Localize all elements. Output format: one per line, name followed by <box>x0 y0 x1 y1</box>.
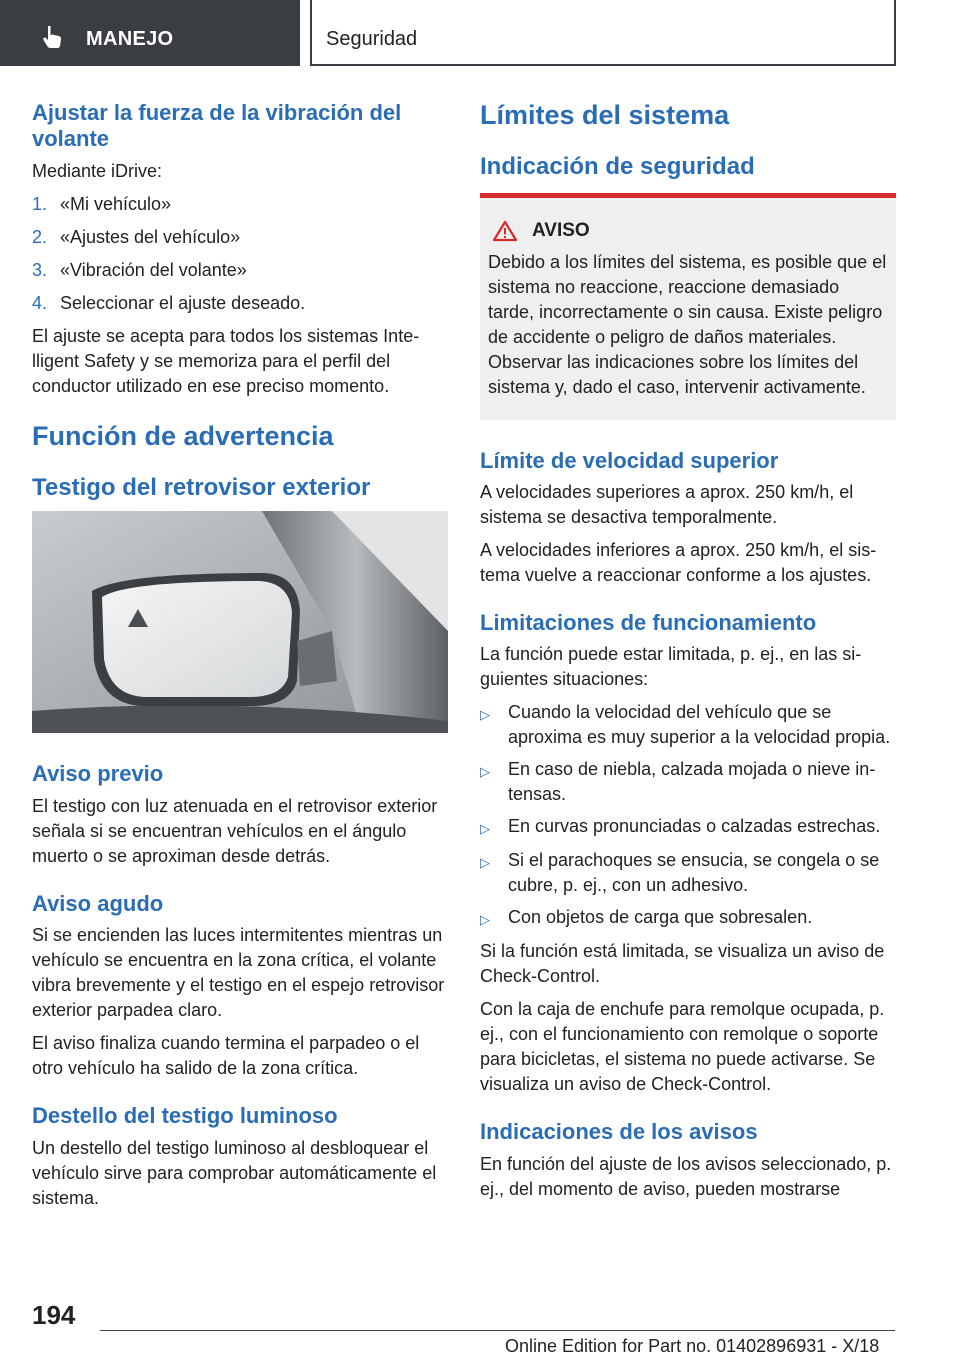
step-number: 3. <box>32 259 48 280</box>
warning-label: AVISO <box>532 219 590 241</box>
bullet-text: Cuando la velocidad del vehículo que se aproxima es muy superior a la velocidad propia. <box>508 702 891 748</box>
section-tab <box>310 0 896 66</box>
warning-title <box>488 220 888 242</box>
bullet-text: En curvas pronunciadas o calzadas estrechas. <box>508 816 881 837</box>
footer-divider <box>100 1330 895 1331</box>
triangle-right-icon: ▷ <box>480 764 490 780</box>
footer-edition: Online Edition for Part no. 01402896931 - X/18 <box>505 1336 880 1356</box>
side-mirror-illustration <box>32 511 448 733</box>
heading-speed-limit: Límite de velocidad superior <box>480 447 779 473</box>
hand-pointer-icon <box>40 24 66 50</box>
bullet-text: En caso de niebla, calzada mojada o nieve intensas. <box>508 759 876 805</box>
warning-text: Debido a los límites del sistema, es posible que el sistema no reaccione, reaccione demasiado tarde, incorrectamente o sin causa. Existe peligro de accidente o peligro de daños materiales. Observar las indicaciones sobre los límites del sistema y, dado el caso, intervenir activamente. <box>488 251 887 397</box>
warning-triangle-icon <box>492 220 518 242</box>
acute-paragraph-2: El aviso finaliza cuando termina el parpadeo o el otro vehículo ha salido de la zona crítica. <box>32 1033 420 1079</box>
limits-list <box>480 700 898 932</box>
heading-safety-note: Indicación de seguridad <box>480 153 755 181</box>
page-header <box>0 0 960 66</box>
list-item <box>32 225 450 250</box>
step-text: «Ajustes del vehículo» <box>60 226 241 247</box>
step-text: Seleccionar el ajuste deseado. <box>60 292 306 313</box>
list-item <box>32 192 450 217</box>
list-item <box>32 291 450 316</box>
function-intro: La función puede estar limitada, p. ej., en las siguientes situaciones: <box>480 644 862 690</box>
bullet-text: Con objetos de carga que sobresalen. <box>508 907 813 928</box>
notices-paragraph: En función del ajuste de los avisos seleccionado, p. ej., del momento de aviso, pueden mostrarse <box>480 1153 892 1199</box>
list-item <box>480 814 898 841</box>
heading-vibration-strength: Ajustar la fuerza de la vibración del volante <box>32 100 402 152</box>
heading-warning-function: Función de advertencia <box>32 420 334 451</box>
triangle-right-icon: ▷ <box>480 707 490 723</box>
left-column <box>32 100 450 1219</box>
list-item <box>480 848 898 898</box>
chapter-title: MANEJO <box>86 28 174 50</box>
page-number: 194 <box>32 1300 76 1330</box>
list-item <box>480 700 898 750</box>
flash-paragraph: Un destello del testigo luminoso al desbloquear el vehículo sirve para comprobar automáticamente el sistema. <box>32 1137 437 1208</box>
trailer-paragraph: Con la caja de enchufe para remolque ocupada, p. ej., con el funcionamiento con remolque o soporte para bicicletas, el sistema no puede activarse. Se visualiza un aviso de Check-Control. <box>480 999 885 1095</box>
steps-list <box>32 192 450 316</box>
heading-warning-notices: Indicaciones de los avisos <box>480 1119 758 1145</box>
heading-prewarning: Aviso previo <box>32 761 164 787</box>
heading-function-limits: Limitaciones de funcionamiento <box>480 610 817 636</box>
warning-box <box>480 193 896 420</box>
intro-text: Mediante iDrive: <box>32 160 163 181</box>
right-column <box>480 100 898 1210</box>
setting-paragraph: El ajuste se acepta para todos los sistemas Intelligent Safety y se memoriza para el perfil del conductor utilizado en ese preciso momento. <box>32 325 420 396</box>
step-number: 4. <box>32 292 48 313</box>
list-item <box>480 757 898 807</box>
step-number: 1. <box>32 193 48 214</box>
speed-paragraph-2: A velocidades inferiores a aprox. 250 km/h, el sistema vuelve a reaccionar conforme a los ajustes. <box>480 540 877 586</box>
triangle-right-icon: ▷ <box>480 855 490 871</box>
step-number: 2. <box>32 226 48 247</box>
prewarning-paragraph: El testigo con luz atenuada en el retrovisor exterior señala si se encuentran vehículos en el ángulo muerto o se aproximan desde detrás. <box>32 795 438 866</box>
list-item <box>480 905 898 932</box>
heading-flash: Destello del testigo luminoso <box>32 1103 338 1129</box>
triangle-right-icon: ▷ <box>480 821 490 837</box>
heading-system-limits: Límites del sistema <box>480 100 730 130</box>
limited-paragraph: Si la función está limitada, se visualiza un aviso de Check-Control. <box>480 941 885 987</box>
chapter-tab <box>0 0 300 66</box>
triangle-right-icon: ▷ <box>480 912 490 928</box>
bullet-text: Si el parachoques se ensucia, se congela o se cubre, p. ej., con un adhesivo. <box>508 850 880 896</box>
step-text: «Mi vehículo» <box>60 193 172 214</box>
section-title: Seguridad <box>326 28 418 50</box>
speed-paragraph-1: A velocidades superiores a aprox. 250 km/h, el sistema se desactiva temporalmente. <box>480 482 854 528</box>
acute-paragraph-1: Si se encienden las luces intermitentes mientras un vehículo se encuentra en la zona crítica, el volante vibra brevemente y el testigo en el espejo retrovisor exterior parpadea claro. <box>32 925 445 1021</box>
heading-acute-warning: Aviso agudo <box>32 890 164 916</box>
step-text: «Vibración del volante» <box>60 259 247 280</box>
heading-mirror-indicator: Testigo del retrovisor exterior <box>32 473 371 501</box>
list-item <box>32 258 450 283</box>
